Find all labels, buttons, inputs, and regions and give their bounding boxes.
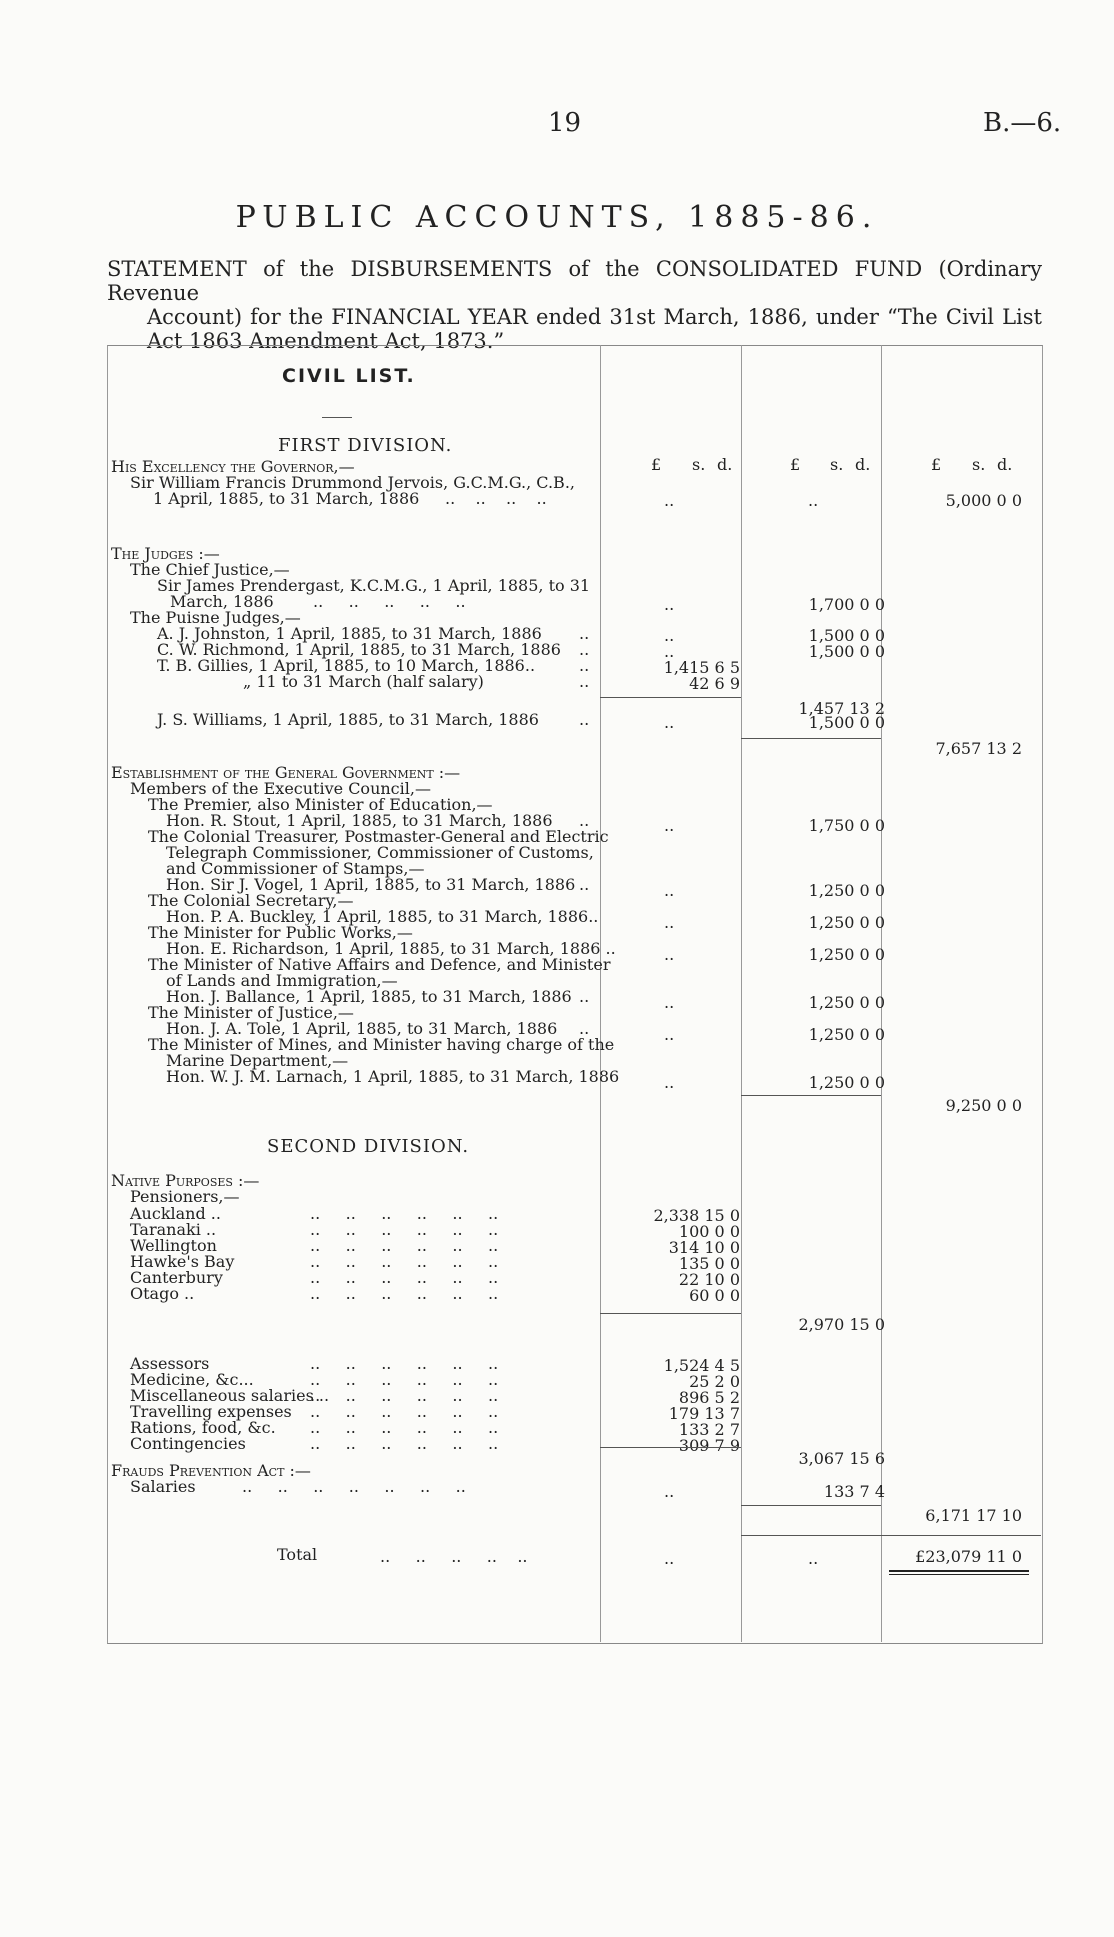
leader-dots: .. bbox=[664, 1073, 675, 1092]
heading-rule bbox=[322, 417, 352, 418]
mines-line-2: Marine Department,— bbox=[166, 1051, 349, 1070]
governor-total: 5,000 0 0 bbox=[945, 491, 1022, 510]
public-works-label: The Minister for Public Works,— bbox=[148, 923, 413, 942]
pension-row-label: Auckland .. bbox=[130, 1204, 221, 1223]
leader-dots: .. bbox=[579, 624, 590, 643]
grand-total: £23,079 11 0 bbox=[915, 1547, 1022, 1566]
gillies-line: T. B. Gillies, 1 April, 1885, to 10 March, 1886.. bbox=[157, 656, 536, 675]
total-rule bbox=[741, 1535, 1041, 1536]
expense-row-label: Rations, food, &c. bbox=[130, 1418, 276, 1437]
column-divider-2 bbox=[741, 345, 742, 1642]
leader-dots: .. bbox=[579, 640, 590, 659]
second-division-heading: SECOND DIVISION. bbox=[267, 1136, 470, 1157]
gillies-amount: 1,415 6 5 bbox=[663, 658, 740, 677]
colonial-secretary-label: The Colonial Secretary,— bbox=[148, 891, 354, 910]
leader-dots: .. .. .. .. .. .. bbox=[310, 1386, 499, 1405]
leader-dots: .. bbox=[664, 816, 675, 835]
pension-row-label: Canterbury bbox=[130, 1268, 223, 1287]
salaries-label: Salaries bbox=[130, 1477, 196, 1496]
statement-line-3: Act 1863 Amendment Act, 1873.” bbox=[147, 329, 505, 353]
expense-row-label: Medicine, &c... bbox=[130, 1370, 254, 1389]
treasurer-line-3: and Commissioner of Stamps,— bbox=[166, 859, 425, 878]
leader-dots: .. bbox=[664, 913, 675, 932]
judges-total: 7,657 13 2 bbox=[935, 739, 1022, 758]
leader-dots: .. bbox=[664, 1482, 675, 1501]
ballance-amount: 1,250 0 0 bbox=[808, 993, 885, 1012]
executive-council-label: Members of the Executive Council,— bbox=[130, 779, 431, 798]
pension-row-label: Wellington bbox=[130, 1236, 217, 1255]
richmond-line: C. W. Richmond, 1 April, 1885, to 31 March, 1886 bbox=[157, 640, 561, 659]
leader-dots: .. .. .. .. .. .. bbox=[310, 1402, 499, 1421]
leader-dots: .. bbox=[664, 595, 675, 614]
ballance-line: Hon. J. Ballance, 1 April, 1885, to 31 March, 1886 bbox=[166, 987, 572, 1006]
chief-justice-line-2: March, 1886 bbox=[170, 592, 274, 611]
col2-pound: £ bbox=[790, 455, 801, 474]
treasurer-line-1: The Colonial Treasurer, Postmaster-General and Electric bbox=[148, 827, 609, 846]
johnston-line: A. J. Johnston, 1 April, 1885, to 31 March, 1886 bbox=[157, 624, 542, 643]
leader-dots: .. bbox=[664, 642, 675, 661]
leader-dots: .. .. .. .. bbox=[445, 489, 547, 508]
stout-line: Hon. R. Stout, 1 April, 1885, to 31 March, 1886 bbox=[166, 811, 553, 830]
page-title: PUBLIC ACCOUNTS, 1885-86. bbox=[235, 200, 879, 235]
expense-row-label: Miscellaneous salaries .. bbox=[130, 1386, 330, 1405]
governor-line-1: Sir William Francis Drummond Jervois, G.C.M.G., C.B., bbox=[130, 473, 575, 492]
col1-shilling: s. bbox=[692, 455, 706, 474]
col3-shilling: s. bbox=[972, 455, 986, 474]
col1-pound: £ bbox=[651, 455, 662, 474]
leader-dots: .. .. .. .. .. .. bbox=[310, 1284, 499, 1303]
mines-line-1: The Minister of Mines, and Minister having charge of the bbox=[148, 1035, 615, 1054]
judges-label: The Judges :— bbox=[111, 544, 220, 563]
leader-dots: .. .. .. .. .. .. bbox=[310, 1418, 499, 1437]
establishment-total: 9,250 0 0 bbox=[945, 1096, 1022, 1115]
subtotal-rule bbox=[600, 1313, 741, 1314]
expense-row-amount: 133 2 7 bbox=[678, 1420, 740, 1439]
stout-amount: 1,750 0 0 bbox=[808, 816, 885, 835]
chief-justice-line-1: Sir James Prendergast, K.C.M.G., 1 April, 1885, to 31 bbox=[157, 576, 591, 595]
leader-dots: .. .. .. .. .. .. bbox=[310, 1252, 499, 1271]
leader-dots: .. bbox=[579, 672, 590, 691]
puisne-judges-label: The Puisne Judges,— bbox=[130, 608, 301, 627]
leader-dots: .. .. .. .. .. .. bbox=[310, 1434, 499, 1453]
expense-row-label: Contingencies bbox=[130, 1434, 246, 1453]
leader-dots: .. .. .. .. .. .. bbox=[310, 1236, 499, 1255]
tole-amount: 1,250 0 0 bbox=[808, 1025, 885, 1044]
gillies-half-salary-amount: 42 6 9 bbox=[689, 674, 740, 693]
native-purposes-label: Native Purposes :— bbox=[111, 1171, 260, 1190]
larnach-amount: 1,250 0 0 bbox=[808, 1073, 885, 1092]
expense-row-amount: 179 13 7 bbox=[668, 1404, 740, 1423]
double-rule bbox=[889, 1570, 1029, 1572]
statement-heading bbox=[107, 257, 1042, 353]
col1-pence: d. bbox=[717, 455, 733, 474]
tole-line: Hon. J. A. Tole, 1 April, 1885, to 31 March, 1886 bbox=[166, 1019, 558, 1038]
leader-dots: .. bbox=[579, 710, 590, 729]
pensions-total: 2,970 15 0 bbox=[798, 1315, 885, 1334]
establishment-label: Establishment of the General Government :— bbox=[111, 763, 461, 782]
pension-row-label: Taranaki .. bbox=[130, 1220, 217, 1239]
leader-dots: .. bbox=[664, 626, 675, 645]
vogel-amount: 1,250 0 0 bbox=[808, 881, 885, 900]
frauds-prevention-label: Frauds Prevention Act :— bbox=[111, 1461, 311, 1480]
subtotal-rule bbox=[741, 1095, 881, 1096]
salaries-amount: 133 7 4 bbox=[823, 1482, 885, 1501]
buckley-amount: 1,250 0 0 bbox=[808, 913, 885, 932]
governor-line-2: 1 April, 1885, to 31 March, 1886 bbox=[153, 489, 420, 508]
richmond-amount: 1,500 0 0 bbox=[808, 642, 885, 661]
premier-label: The Premier, also Minister of Education,— bbox=[148, 795, 493, 814]
second-division-total: 6,171 17 10 bbox=[925, 1506, 1022, 1525]
gillies-total: 1,457 13 2 bbox=[798, 699, 885, 718]
leader-dots: .. bbox=[808, 1549, 819, 1568]
col2-pence: d. bbox=[855, 455, 871, 474]
statement-line-1: STATEMENT of the DISBURSEMENTS of the CONSOLIDATED FUND (Ordinary Revenue bbox=[107, 257, 1042, 305]
subtotal-rule bbox=[600, 697, 741, 698]
expense-row-amount: 25 2 0 bbox=[689, 1372, 740, 1391]
leader-dots: .. bbox=[664, 713, 675, 732]
expense-row-amount: 309 7 9 bbox=[678, 1436, 740, 1455]
leader-dots: .. bbox=[664, 491, 675, 510]
leader-dots: .. bbox=[579, 656, 590, 675]
richardson-amount: 1,250 0 0 bbox=[808, 945, 885, 964]
pension-row-amount: 60 0 0 bbox=[689, 1286, 740, 1305]
larnach-line: Hon. W. J. M. Larnach, 1 April, 1885, to 31 March, 1886 bbox=[166, 1067, 620, 1086]
justice-label: The Minister of Justice,— bbox=[148, 1003, 354, 1022]
leader-dots: .. bbox=[664, 881, 675, 900]
expense-row-label: Travelling expenses bbox=[130, 1402, 292, 1421]
gillies-half-salary-line: „ 11 to 31 March (half salary) bbox=[243, 672, 484, 691]
expense-row-amount: 1,524 4 5 bbox=[663, 1356, 740, 1375]
expense-row-amount: 896 5 2 bbox=[678, 1388, 740, 1407]
grand-total-label: Total bbox=[277, 1545, 318, 1564]
pension-row-amount: 314 10 0 bbox=[668, 1238, 740, 1257]
leader-dots: .. .. .. .. .. bbox=[380, 1547, 528, 1566]
subtotal-rule bbox=[741, 738, 881, 739]
pension-row-label: Hawke's Bay bbox=[130, 1252, 235, 1271]
leader-dots: .. bbox=[808, 491, 819, 510]
leader-dots: .. bbox=[664, 993, 675, 1012]
document-reference: B.—6. bbox=[983, 108, 1062, 138]
governor-label: His Excellency the Governor,— bbox=[111, 457, 355, 476]
leader-dots: .. .. .. .. .. .. bbox=[310, 1268, 499, 1287]
johnston-amount: 1,500 0 0 bbox=[808, 626, 885, 645]
subtotal-rule bbox=[741, 1505, 881, 1506]
col2-shilling: s. bbox=[830, 455, 844, 474]
leader-dots: .. bbox=[579, 811, 590, 830]
williams-amount: 1,500 0 0 bbox=[808, 713, 885, 732]
leader-dots: .. bbox=[579, 875, 590, 894]
leader-dots: .. bbox=[579, 1019, 590, 1038]
leader-dots: .. .. .. .. .. .. bbox=[310, 1220, 499, 1239]
pension-row-label: Otago .. bbox=[130, 1284, 195, 1303]
civil-list-heading: CIVIL LIST. bbox=[282, 365, 416, 387]
expense-row-label: Assessors bbox=[130, 1354, 210, 1373]
subtotal-rule bbox=[600, 1447, 741, 1448]
other-total: 3,067 15 6 bbox=[798, 1449, 885, 1468]
page-number: 19 bbox=[548, 108, 582, 138]
leader-dots: .. .. .. .. .. .. bbox=[310, 1354, 499, 1373]
williams-line: J. S. Williams, 1 April, 1885, to 31 March, 1886 bbox=[157, 710, 539, 729]
leader-dots: .. .. .. .. .. .. bbox=[310, 1370, 499, 1389]
leader-dots: .. .. .. .. .. bbox=[313, 592, 466, 611]
leader-dots: .. bbox=[579, 987, 590, 1006]
chief-justice-amount: 1,700 0 0 bbox=[808, 595, 885, 614]
leader-dots: .. .. .. .. .. .. .. bbox=[242, 1477, 466, 1496]
pension-row-amount: 2,338 15 0 bbox=[653, 1206, 740, 1225]
leader-dots: .. bbox=[664, 1549, 675, 1568]
pension-row-amount: 135 0 0 bbox=[678, 1254, 740, 1273]
col3-pound: £ bbox=[931, 455, 942, 474]
double-rule bbox=[889, 1574, 1029, 1575]
vogel-line: Hon. Sir J. Vogel, 1 April, 1885, to 31 March, 1886 bbox=[166, 875, 576, 894]
buckley-line: Hon. P. A. Buckley, 1 April, 1885, to 31 March, 1886.. bbox=[166, 907, 599, 926]
col3-pence: d. bbox=[997, 455, 1013, 474]
statement-line-2: Account) for the FINANCIAL YEAR ended 31st March, 1886, under “The Civil List bbox=[147, 305, 1042, 329]
native-affairs-line-1: The Minister of Native Affairs and Defence, and Minister bbox=[148, 955, 611, 974]
pensioners-label: Pensioners,— bbox=[130, 1187, 240, 1206]
treasurer-line-2: Telegraph Commissioner, Commissioner of Customs, bbox=[166, 843, 594, 862]
leader-dots: .. bbox=[664, 1025, 675, 1044]
leader-dots: .. bbox=[664, 945, 675, 964]
native-affairs-line-2: of Lands and Immigration,— bbox=[166, 971, 398, 990]
leader-dots: .. .. .. .. .. .. bbox=[310, 1204, 499, 1223]
pension-row-amount: 22 10 0 bbox=[678, 1270, 740, 1289]
first-division-heading: FIRST DIVISION. bbox=[278, 435, 453, 456]
pension-row-amount: 100 0 0 bbox=[678, 1222, 740, 1241]
richardson-line: Hon. E. Richardson, 1 April, 1885, to 31 March, 1886 .. bbox=[166, 939, 616, 958]
chief-justice-label: The Chief Justice,— bbox=[130, 560, 290, 579]
